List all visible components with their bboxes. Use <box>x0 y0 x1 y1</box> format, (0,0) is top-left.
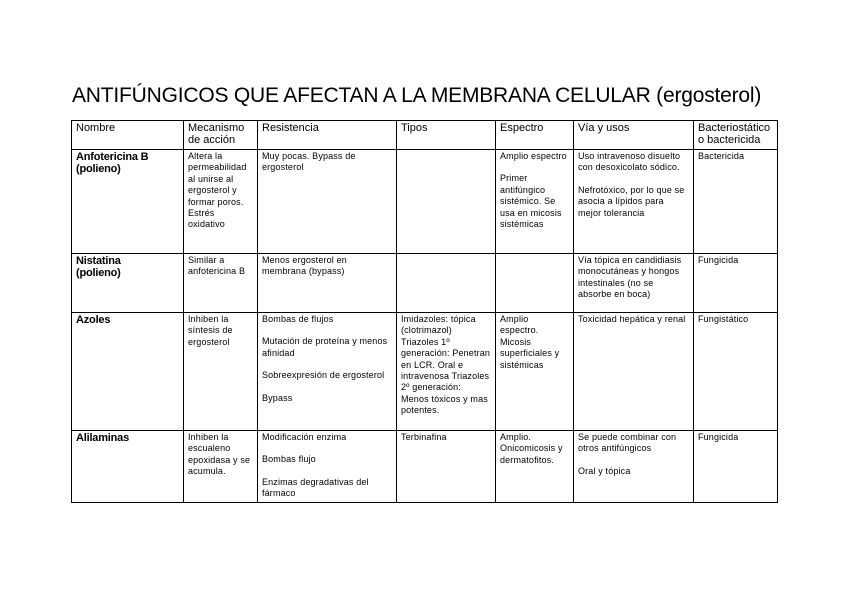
header-nombre: Nombre <box>72 121 184 150</box>
cell-text: Amplio. Onicomicosis y dermatofitos. <box>500 432 563 465</box>
cell-text: Altera la permeabilidad al unirse al ergosterol y formar poros. Estrés oxidativo <box>188 151 247 230</box>
page-title: ANTIFÚNGICOS QUE AFECTAN A LA MEMBRANA CELULAR (ergosterol) <box>72 84 762 107</box>
cell-text: Menos ergosterol en membrana (bypass) <box>262 255 347 277</box>
cell-mecanismo <box>184 431 258 503</box>
cell-resistencia <box>258 254 397 313</box>
cell-text: Modificación enzima <box>262 432 347 442</box>
cell-accion <box>694 150 778 254</box>
cell-espectro <box>496 254 574 313</box>
cell-accion <box>694 431 778 503</box>
cell-text: Azoles <box>76 314 111 326</box>
cell-text: Toxicidad hepática y renal <box>578 314 686 324</box>
cell-via <box>574 431 694 503</box>
cell-nombre <box>72 254 184 313</box>
cell-espectro <box>496 431 574 503</box>
cell-text: (polieno) <box>76 163 121 175</box>
cell-text: Fungicida <box>698 432 739 442</box>
cell-text: Fungistático <box>698 314 749 324</box>
cell-text: Anfotericina B <box>76 151 149 163</box>
cell-via <box>574 254 694 313</box>
table-row <box>72 254 778 313</box>
cell-resistencia <box>258 431 397 503</box>
cell-espectro <box>496 150 574 254</box>
cell-text: Vía tópica en candidiasis monocutáneas y hongos intestinales (no se absorbe en boca) <box>578 255 682 300</box>
cell-text: Sobreexpresión de ergosterol <box>262 370 385 381</box>
cell-text: Similar a anfotericina B <box>188 255 246 277</box>
cell-mecanismo <box>184 313 258 431</box>
cell-text: Enzimas degradativas del fármaco <box>262 476 369 499</box>
cell-text: Se puede combinar con otros antifúngicos <box>578 432 677 454</box>
cell-text: Amplio espectro <box>500 151 567 161</box>
cell-text: Alilaminas <box>76 432 130 444</box>
cell-via <box>574 313 694 431</box>
table-row <box>72 313 778 431</box>
cell-text: Inhiben la síntesis de ergosterol <box>188 314 233 347</box>
cell-tipos <box>397 431 496 503</box>
header-resistencia: Resistencia <box>258 121 397 150</box>
cell-text: Oral y tópica <box>578 465 631 476</box>
cell-text: Uso intravenoso disuelto con desoxicolato sódico. <box>578 151 681 173</box>
table-row <box>72 150 778 254</box>
cell-text: Bombas flujo <box>262 454 316 465</box>
header-tipos: Tipos <box>397 121 496 150</box>
cell-mecanismo <box>184 254 258 313</box>
cell-accion <box>694 254 778 313</box>
header-accion: Bacteriostático o bactericida <box>694 121 778 150</box>
header-via: Vía y usos <box>574 121 694 150</box>
cell-text: Bactericida <box>698 151 745 161</box>
table-row <box>72 431 778 503</box>
cell-text: Nefrotóxico, por lo que se asocia a lípidos para mejor tolerancia <box>578 184 685 218</box>
cell-tipos <box>397 254 496 313</box>
cell-text: Fungicida <box>698 255 739 265</box>
cell-espectro <box>496 313 574 431</box>
cell-nombre <box>72 313 184 431</box>
cell-text: Imidazoles: tópica (clotrimazol) Triazoles 1º generación: Penetran en LCR. Oral e intravenosa Triazoles 2º generación: Menos tóxicos y mas potentes. <box>401 314 491 416</box>
cell-resistencia <box>258 150 397 254</box>
cell-text: Mutación de proteína y menos afinidad <box>262 336 388 358</box>
table-header-row <box>72 121 778 150</box>
cell-tipos <box>397 150 496 254</box>
header-mecanismo: Mecanismo de acción <box>184 121 258 150</box>
antifungal-table <box>71 120 778 503</box>
cell-via <box>574 150 694 254</box>
cell-text: Inhiben la escualeno epoxidasa y se acumula. <box>188 432 251 477</box>
cell-text: Terbinafina <box>401 432 447 442</box>
cell-accion <box>694 313 778 431</box>
cell-text: Amplio espectro. Micosis superficiales y sistémicas <box>500 314 560 370</box>
cell-text: (polieno) <box>76 267 121 279</box>
cell-nombre <box>72 150 184 254</box>
cell-resistencia <box>258 313 397 431</box>
cell-tipos <box>397 313 496 431</box>
cell-text: Nistatina <box>76 255 121 267</box>
cell-nombre <box>72 431 184 503</box>
cell-text: Bypass <box>262 392 293 403</box>
cell-mecanismo <box>184 150 258 254</box>
cell-text: Muy pocas. Bypass de ergosterol <box>262 151 356 173</box>
cell-text: Bombas de flujos <box>262 314 334 324</box>
cell-text: Primer antifúngico sistémico. Se usa en micosis sistémicas <box>500 173 562 230</box>
header-espectro: Espectro <box>496 121 574 150</box>
